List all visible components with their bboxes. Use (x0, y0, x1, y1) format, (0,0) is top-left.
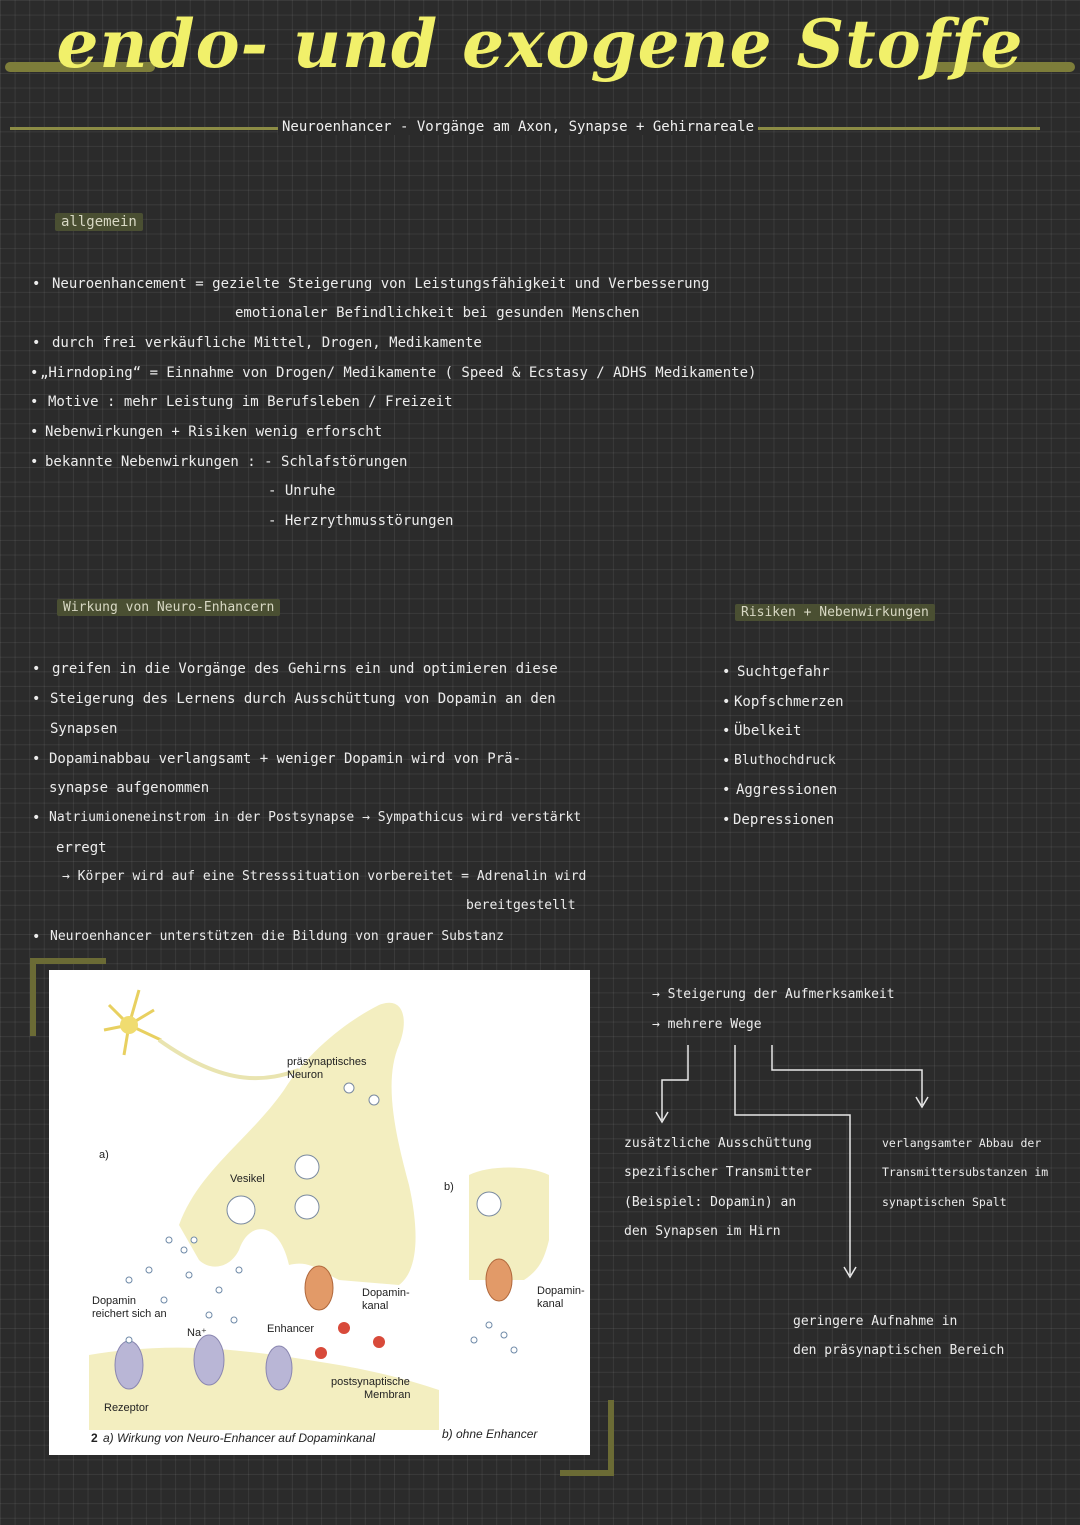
section-heading-allgemein: allgemein (55, 214, 143, 230)
label-praesynaptisch: präsynaptisches (287, 1056, 367, 1068)
list-item: verlangsamter Abbau der (882, 1136, 1042, 1150)
label-na: Na⁺ (187, 1327, 207, 1339)
label-membran: Membran (364, 1389, 411, 1401)
page-title: endo- und exogene Stoffe (56, 5, 1024, 83)
label-dopamin-reichert-1: Dopamin (92, 1295, 137, 1307)
label-rezeptor: Rezeptor (104, 1402, 149, 1414)
list-item: durch frei verkäufliche Mittel, Drogen, Medikamente (52, 335, 482, 351)
list-item: geringere Aufnahme in (793, 1314, 958, 1329)
list-item: Transmittersubstanzen im (882, 1165, 1049, 1179)
list-item: bereitgestellt (466, 898, 576, 913)
list-item: - Unruhe (268, 483, 336, 499)
synapse-figure (49, 970, 590, 1455)
label-dopaminkanal-a1: Dopamin- (362, 1287, 410, 1299)
list-item: den Synapsen im Hirn (624, 1224, 781, 1239)
section-heading-wirkung: Wirkung von Neuro-Enhancern (57, 599, 280, 615)
list-item: (Beispiel: Dopamin) an (624, 1195, 797, 1210)
list-item: greifen in die Vorgänge des Gehirns ein und optimieren diese (52, 661, 558, 677)
section-heading-risiken: Risiken + Nebenwirkungen (735, 604, 935, 620)
list-item: Motive : mehr Leistung im Berufsleben / Freizeit (48, 394, 453, 410)
list-item: spezifischer Transmitter (624, 1165, 812, 1180)
presynaptic-terminal (179, 1003, 416, 1285)
list-item: den präsynaptischen Bereich (793, 1343, 1005, 1358)
list-item: - Herzrythmusstörungen (268, 513, 454, 529)
caption-a: a) Wirkung von Neuro-Enhancer auf Dopaminkanal (103, 1431, 376, 1445)
list-item: Synapsen (50, 721, 118, 737)
label-b: b) (444, 1181, 454, 1193)
list-item: Übelkeit (734, 723, 802, 739)
list-item: Bluthochdruck (734, 753, 836, 768)
list-item: emotionaler Befindlichkeit bei gesunden Menschen (235, 305, 640, 321)
label-dopamin-reichert-2: reichert sich an (92, 1308, 167, 1320)
list-item: Nebenwirkungen + Risiken wenig erforscht (45, 424, 383, 440)
page-subtitle: Neuroenhancer - Vorgänge am Axon, Synapse + Gehirnareale (278, 119, 758, 135)
caption-b: b) ohne Enhancer (442, 1427, 538, 1441)
arrow-note-wege: → mehrere Wege (652, 1017, 762, 1032)
list-item: Dopaminabbau verlangsamt + weniger Dopamin wird von Prä- (49, 751, 522, 767)
list-item: erregt (56, 840, 107, 856)
label-vesikel: Vesikel (230, 1173, 265, 1185)
list-item: „Hirndoping“ = Einnahme von Drogen/ Medikamente ( Speed & Ecstasy / ADHS Medikamente) (40, 365, 757, 381)
list-item: bekannte Nebenwirkungen : - Schlafstörungen (45, 454, 408, 470)
list-item: Steigerung des Lernens durch Ausschüttung von Dopamin an den (50, 691, 556, 707)
list-item: Neuroenhancement = gezielte Steigerung von Leistungsfähigkeit und Verbesserung (52, 276, 710, 292)
synapse-diagram (49, 970, 590, 1455)
label-neuron: Neuron (287, 1069, 324, 1081)
label-dopaminkanal-b2: kanal (537, 1298, 564, 1310)
label-dopaminkanal-a2: kanal (362, 1300, 389, 1312)
list-item: Natriumioneneinstrom in der Postsynapse → Sympathicus wird verstärkt (49, 810, 582, 825)
list-item: → Körper wird auf eine Stresssituation vorbereitet = Adrenalin wird (62, 869, 587, 884)
list-item: zusätzliche Ausschüttung (624, 1136, 812, 1151)
label-a: a) (99, 1149, 109, 1161)
arrow-note-aufmerksamkeit: → Steigerung der Aufmerksamkeit (652, 987, 895, 1002)
list-item: synaptischen Spalt (882, 1195, 1007, 1209)
label-postsynaptisch: postsynaptische (331, 1376, 410, 1388)
caption-number: 2 (91, 1431, 98, 1445)
label-dopaminkanal-b1: Dopamin- (537, 1285, 585, 1297)
list-item: Depressionen (733, 812, 835, 828)
list-item: Kopfschmerzen (734, 694, 844, 710)
list-item: Neuroenhancer unterstützen die Bildung von grauer Substanz (50, 929, 504, 944)
list-item: Suchtgefahr (737, 664, 830, 680)
list-item: Aggressionen (736, 782, 838, 798)
list-item: synapse aufgenommen (49, 780, 210, 796)
panel-b-terminal (469, 1168, 549, 1281)
neuron-icon (104, 990, 161, 1055)
label-enhancer: Enhancer (267, 1323, 315, 1335)
